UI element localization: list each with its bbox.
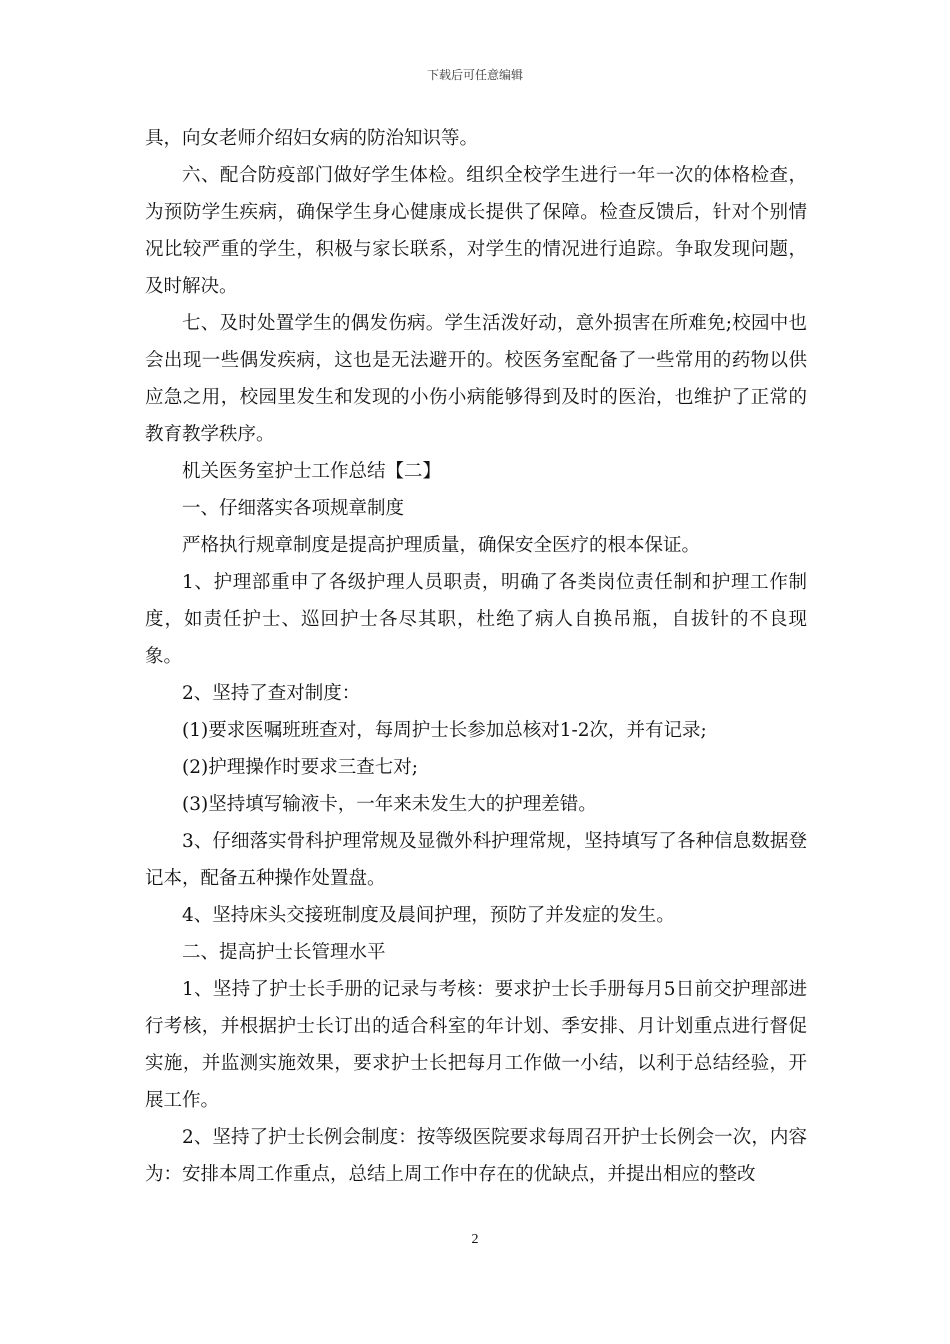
list-item: (2)护理操作时要求三查七对;: [182, 757, 418, 778]
document-body: [145, 120, 807, 1193]
section-title: 机关医务室护士工作总结【二】: [182, 461, 442, 482]
paragraph: 具，向女老师介绍妇女病的防治知识等。: [145, 128, 479, 149]
list-item: (3)坚持填写输液卡，一年来未发生大的护理差错。: [182, 794, 597, 815]
list-item: (1)要求医嘱班班查对，每周护士长参加总核对1-2次，并有记录;: [182, 720, 707, 741]
section-heading: 一、仔细落实各项规章制度: [182, 498, 405, 519]
section-heading: 二、提高护士长管理水平: [182, 942, 386, 963]
paragraph: 1、坚持了护士长手册的记录与考核：要求护士长手册每月5日前交护理部进行考核，并根据护士长订出的适合科室的年计划、季安排、月计划重点进行督促实施，并监测实施效果，要求护士长把每月工作做一小结，以利于总结经验，开展工作。: [145, 979, 807, 1111]
page-number: 2: [471, 1232, 479, 1247]
paragraph: 1、护理部重申了各级护理人员职责，明确了各类岗位责任制和护理工作制度，如责任护士、巡回护士各尽其职，杜绝了病人自换吊瓶，自拔针的不良现象。: [145, 572, 807, 667]
page-header: 下载后可任意编辑: [426, 68, 523, 82]
paragraph: 4、坚持床头交接班制度及晨间护理，预防了并发症的发生。: [182, 905, 675, 926]
paragraph: 六、配合防疫部门做好学生体检。组织全校学生进行一年一次的体格检查，为预防学生疾病，确保学生身心健康成长提供了保障。检查反馈后，针对个别情况比较严重的学生，积极与家长联系，对学生的情况进行追踪。争取发现问题，及时解决。: [145, 165, 807, 297]
paragraph: 3、仔细落实骨科护理常规及显微外科护理常规，坚持填写了各种信息数据登记本，配备五种操作处置盘。: [145, 831, 807, 889]
paragraph: 七、及时处置学生的偶发伤病。学生活泼好动，意外损害在所难免;校园中也会出现一些偶发疾病，这也是无法避开的。校医务室配备了一些常用的药物以供应急之用，校园里发生和发现的小伤小病能够得到及时的医治，也维护了正常的教育教学秩序。: [145, 313, 807, 445]
paragraph: 严格执行规章制度是提高护理质量，确保安全医疗的根本保证。: [182, 535, 701, 556]
paragraph: 2、坚持了查对制度：: [182, 683, 361, 704]
paragraph: 2、坚持了护士长例会制度：按等级医院要求每周召开护士长例会一次，内容为：安排本周工作重点，总结上周工作中存在的优缺点，并提出相应的整改: [145, 1127, 807, 1185]
